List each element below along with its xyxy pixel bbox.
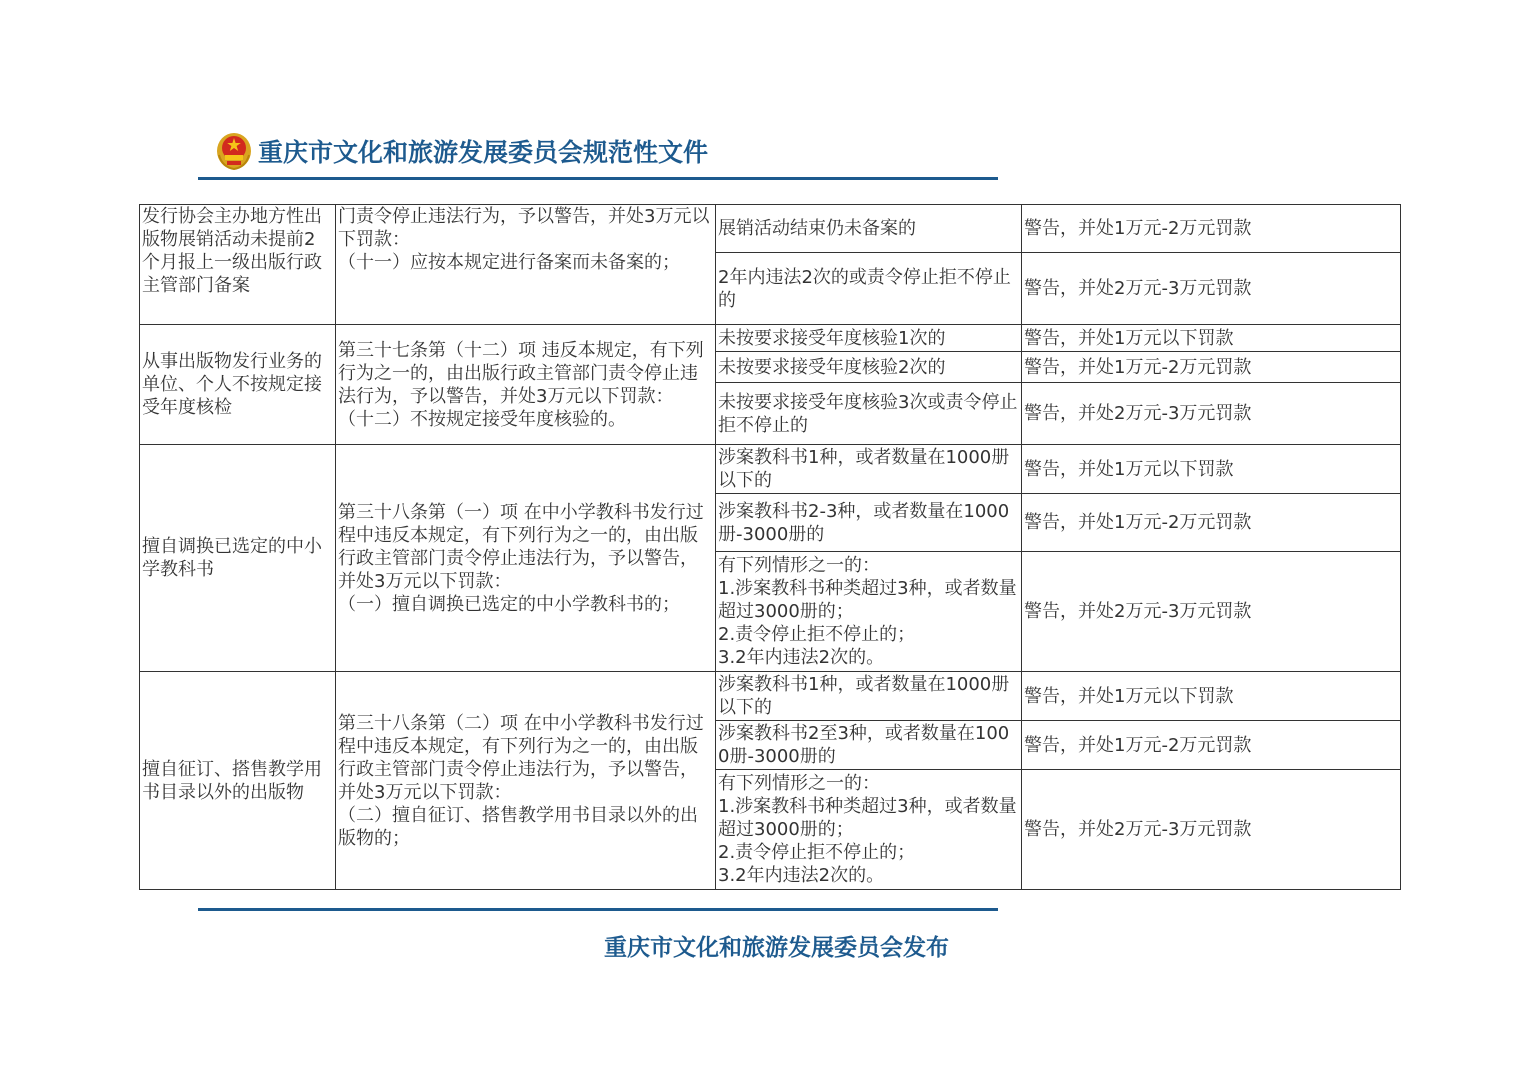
- circumstance-cell: 未按要求接受年度核验3次或责令停止拒不停止的: [716, 383, 1022, 445]
- violation-cell: 擅自调换已选定的中小学教科书: [140, 445, 336, 672]
- circumstance-cell: 有下列情形之一的： 1.涉案教科书种类超过3种，或者数量超过3000册的； 2.责令停止拒不停止的； 3.2年内违法2次的。: [716, 552, 1022, 672]
- circumstance-cell: 展销活动结束仍未备案的: [716, 205, 1022, 253]
- penalty-cell: 警告，并处1万元-2万元罚款: [1022, 205, 1401, 253]
- footer-divider: [198, 908, 998, 911]
- legal-basis-cell: 第三十八条第（一）项 在中小学教科书发行过程中违反本规定，有下列行为之一的，由出版行政主管部门责令停止违法行为，予以警告，并处3万元以下罚款： （一）擅自调换已选定的中小学教科书的；: [336, 445, 716, 672]
- violation-cell: 擅自征订、搭售教学用书目录以外的出版物: [140, 672, 336, 890]
- circumstance-cell: 2年内违法2次的或责令停止拒不停止的: [716, 253, 1022, 325]
- penalty-cell: 警告，并处2万元-3万元罚款: [1022, 383, 1401, 445]
- penalty-cell: 警告，并处1万元以下罚款: [1022, 445, 1401, 494]
- circumstance-cell: 涉案教科书1种，或者数量在1000册以下的: [716, 672, 1022, 721]
- violation-cell: 发行协会主办地方性出版物展销活动未提前2个月报上一级出版行政主管部门备案: [140, 205, 336, 325]
- violation-cell: 从事出版物发行业务的单位、个人不按规定接受年度核检: [140, 325, 336, 445]
- circumstance-cell: 有下列情形之一的： 1.涉案教科书种类超过3种，或者数量超过3000册的； 2.责令停止拒不停止的； 3.2年内违法2次的。: [716, 770, 1022, 890]
- table-row: [140, 445, 1401, 494]
- penalty-cell: 警告，并处1万元-2万元罚款: [1022, 721, 1401, 770]
- penalty-cell: 警告，并处2万元-3万元罚款: [1022, 253, 1401, 325]
- circumstance-cell: 未按要求接受年度核验1次的: [716, 325, 1022, 352]
- table-row: [140, 672, 1401, 721]
- table-row: [140, 325, 1401, 352]
- header-divider: [198, 177, 998, 180]
- national-emblem-icon: [216, 131, 252, 171]
- circumstance-cell: 涉案教科书2至3种，或者数量在1000册-3000册的: [716, 721, 1022, 770]
- penalty-cell: 警告，并处1万元-2万元罚款: [1022, 352, 1401, 383]
- penalty-cell: 警告，并处1万元-2万元罚款: [1022, 494, 1401, 552]
- penalty-cell: 警告，并处2万元-3万元罚款: [1022, 770, 1401, 890]
- table-row: [140, 205, 1401, 253]
- penalty-cell: 警告，并处1万元以下罚款: [1022, 325, 1401, 352]
- circumstance-cell: 未按要求接受年度核验2次的: [716, 352, 1022, 383]
- header-title: 重庆市文化和旅游发展委员会规范性文件: [258, 138, 709, 167]
- penalty-cell: 警告，并处2万元-3万元罚款: [1022, 552, 1401, 672]
- document-header: [216, 131, 708, 171]
- publisher-footer: 重庆市文化和旅游发展委员会发布: [604, 934, 949, 961]
- legal-basis-cell: 第三十七条第（十二）项 违反本规定，有下列行为之一的，由出版行政主管部门责令停止违法行为，予以警告，并处3万元以下罚款： （十二）不按规定接受年度核验的。: [336, 325, 716, 445]
- penalty-table: [139, 204, 1401, 890]
- legal-basis-cell: 第三十八条第（二）项 在中小学教科书发行过程中违反本规定，有下列行为之一的，由出版行政主管部门责令停止违法行为，予以警告，并处3万元以下罚款： （二）擅自征订、搭售教学用书目录以外的出版物的；: [336, 672, 716, 890]
- circumstance-cell: 涉案教科书2-3种，或者数量在1000册-3000册的: [716, 494, 1022, 552]
- legal-basis-cell: 门责令停止违法行为，予以警告，并处3万元以下罚款： （十一）应按本规定进行备案而未备案的；: [336, 205, 716, 325]
- penalty-cell: 警告，并处1万元以下罚款: [1022, 672, 1401, 721]
- circumstance-cell: 涉案教科书1种，或者数量在1000册以下的: [716, 445, 1022, 494]
